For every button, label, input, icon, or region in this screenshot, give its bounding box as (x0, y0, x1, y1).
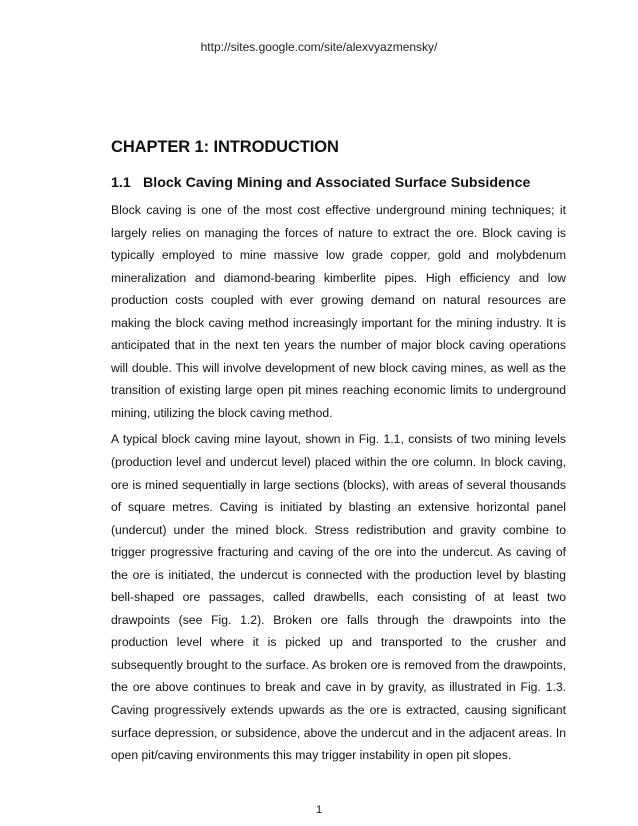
paragraph-1: Block caving is one of the most cost effective underground mining techniques; it largely relies on managing the forces of nature to extract the ore. Block caving is typically employed to mine massive low grade copper, gold and molybdenum mineralization and diamond-bearing kimberlite pipes. High efficiency and low production costs coupled with ever growing demand on natural resources are making the block caving method increasingly important for the mining industry. It is anticipated that in the next ten years the number of major block caving operations will double. This will involve development of new block caving mines, as well as the transition of existing large open pit mines reaching economic limits to underground mining, utilizing the block caving method. (111, 203, 566, 420)
paragraph-2: A typical block caving mine layout, shown in Fig. 1.1, consists of two mining levels (production level and undercut level) placed within the ore column. In block caving, ore is mined sequentially in large sections (blocks), with areas of several thousands of square metres. Caving is initiated by blasting an extensive horizontal panel (undercut) under the mined block. Stress redistribution and gravity combine to trigger progressive fracturing and caving of the ore into the undercut. As caving of the ore is initiated, the undercut is connected with the production level by blasting bell-shaped ore passages, called drawbells, each consisting of at least two drawpoints (see Fig. 1.2). Broken ore falls through the drawpoints into the production level where it is picked up and transported to the crusher and subsequently brought to the surface. As broken ore is removed from the drawpoints, the ore above continues to break and cave in by gravity, as illustrated in Fig. 1.3. Caving progressively extends upwards as the ore is extracted, causing significant surface depression, or subsidence, above the undercut and in the adjacent areas. In open pit/caving environments this may trigger instability in open pit slopes. (111, 432, 566, 763)
header-url: http://sites.google.com/site/alexvyazmensky/ (200, 40, 438, 54)
chapter-title: CHAPTER 1: INTRODUCTION (111, 138, 339, 156)
section-heading (111, 175, 566, 191)
page-number: 1 (315, 804, 323, 816)
section-number: 1.1 (111, 175, 131, 191)
section-title: Block Caving Mining and Associated Surface Subsidence (143, 175, 531, 191)
document-body (111, 138, 566, 771)
